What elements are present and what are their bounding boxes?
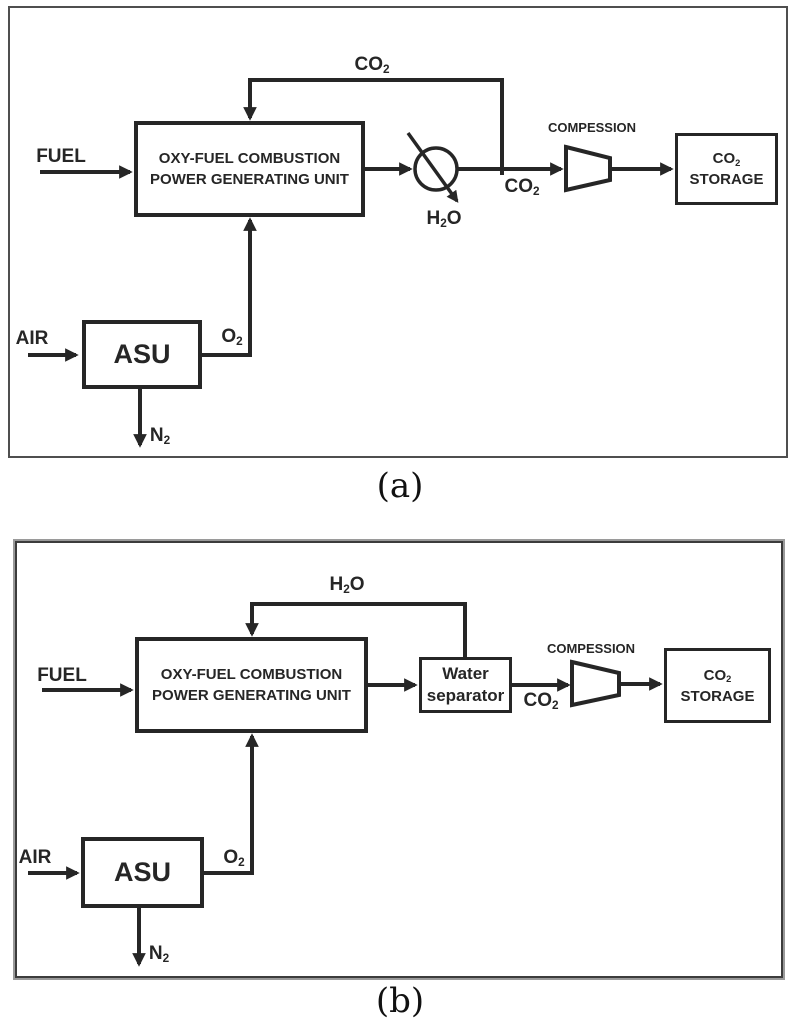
- o2-label: $O_2$: [221, 326, 243, 349]
- fuel-label: FUEL: [37, 665, 87, 686]
- storage-label-line1: $CO_2$: [703, 666, 732, 685]
- storage-label-line1: $CO_2$: [712, 150, 741, 168]
- n2-label: $N_2$: [149, 425, 171, 448]
- oxyfuel-unit-box: [134, 121, 365, 217]
- flow-lines-b: [17, 543, 781, 976]
- caption-a: (a): [376, 466, 424, 506]
- co2-recycle-label: $CO_2$: [354, 54, 390, 77]
- asu-label: ASU: [113, 857, 171, 887]
- co2-stream-label: $CO_2$: [504, 176, 540, 199]
- air-label: AIR: [18, 847, 52, 868]
- co2-stream-label: $CO_2$: [523, 690, 559, 713]
- caption-b: (b): [375, 981, 425, 1021]
- unit-label-line2: POWER GENERATING UNIT: [150, 171, 349, 188]
- compression-label: COMPESSION: [547, 120, 637, 135]
- asu-label: ASU: [113, 339, 171, 369]
- unit-label-line1: OXY-FUEL COMBUSTION: [158, 150, 341, 167]
- n2-label: $N_2$: [148, 943, 170, 966]
- unit-label-line1: OXY-FUEL COMBUSTION: [160, 666, 343, 683]
- oxyfuel-unit-box: [135, 637, 368, 733]
- asu-box: [82, 320, 202, 389]
- co2-storage-box: [675, 133, 778, 205]
- water-separator-line1: Water: [442, 664, 489, 683]
- diagram-panel-a: [8, 6, 788, 458]
- h2o-recycle-label: $H_2O$: [329, 574, 365, 597]
- unit-label-line2: POWER GENERATING UNIT: [152, 687, 351, 704]
- water-separator-box: [419, 657, 512, 713]
- h2o-label: $H_2O$: [426, 208, 462, 231]
- diagram-panel-b: [15, 541, 783, 978]
- compressor-icon: [572, 662, 619, 705]
- air-label: AIR: [15, 328, 49, 349]
- co2-storage-box: [664, 648, 771, 723]
- storage-label-line2: STORAGE: [689, 171, 764, 188]
- storage-label-line2: STORAGE: [680, 687, 755, 705]
- asu-box: [81, 837, 204, 908]
- compressor-icon: [566, 147, 610, 190]
- fuel-label: FUEL: [36, 146, 86, 167]
- compression-label: COMPESSION: [546, 641, 636, 656]
- o2-label: $O_2$: [223, 847, 245, 870]
- water-separator-line2: separator: [426, 686, 505, 705]
